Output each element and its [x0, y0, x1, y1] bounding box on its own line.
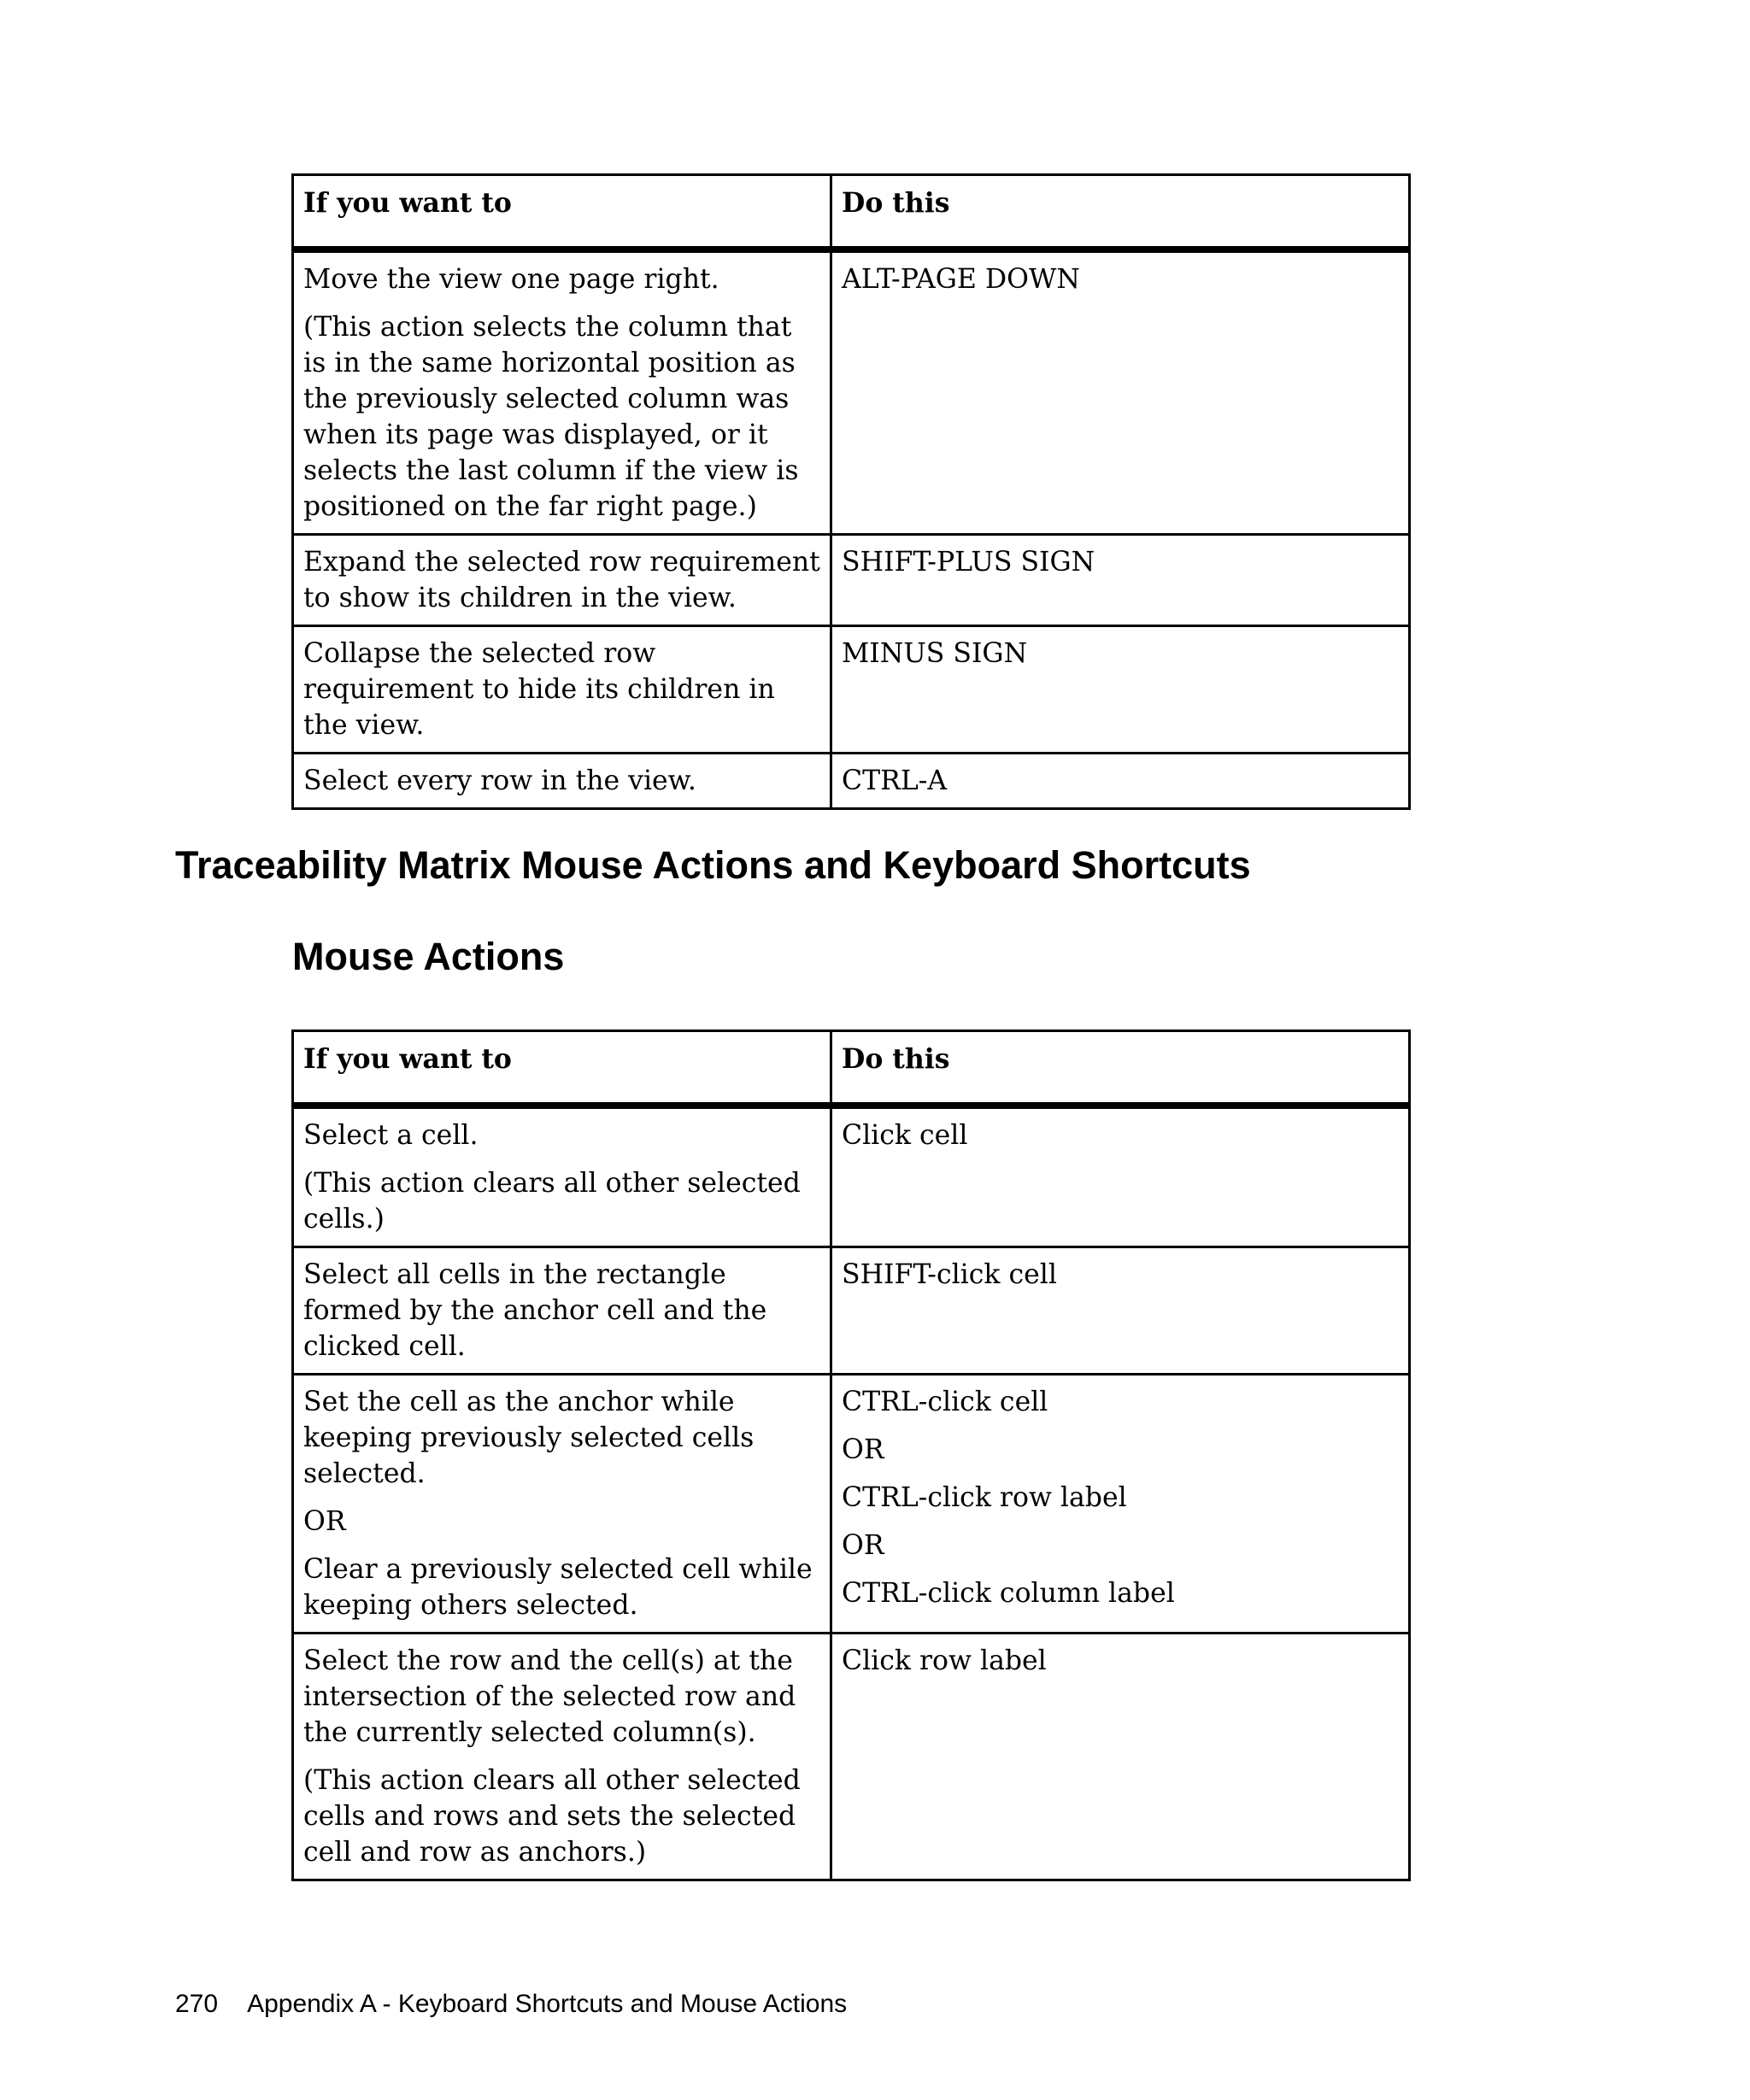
table-header-row — [293, 175, 1410, 250]
want-cell — [293, 1247, 831, 1375]
shortcut-text: ALT-PAGE DOWN — [842, 264, 1080, 295]
action-text: CTRL-click column label — [842, 1578, 1175, 1609]
table-header-row — [293, 1031, 1410, 1106]
action-text: CTRL-click row label — [842, 1482, 1127, 1513]
do-cell — [831, 626, 1410, 754]
do-cell — [831, 1375, 1410, 1634]
want-note: (This action clears all other selected cells and rows and sets the selected cell and row as anchors.) — [303, 1765, 801, 1868]
want-note: (This action clears all other selected cells.) — [303, 1168, 801, 1235]
want-note: (This action selects the column that is in the same horizontal position as the previously selected column was when its page was displayed, or it selects the last column if the view is positioned on the far right page.) — [303, 312, 799, 522]
table-row — [293, 1375, 1410, 1634]
want-text: Expand the selected row requirement to show its children in the view. — [303, 547, 820, 613]
want-text: Move the view one page right. — [303, 264, 719, 295]
page-footer — [175, 1987, 847, 2021]
want-cell — [293, 535, 831, 626]
want-cell — [293, 1375, 831, 1634]
page-number: 270 — [175, 1990, 219, 2018]
want-cell — [293, 626, 831, 754]
want-cell — [293, 1106, 831, 1247]
shortcut-text: CTRL-A — [842, 766, 948, 796]
table-row — [293, 1106, 1410, 1247]
table-row — [293, 535, 1410, 626]
subsection-title: Mouse Actions — [292, 935, 565, 978]
do-cell — [831, 249, 1410, 535]
do-cell — [831, 1634, 1410, 1880]
table-row — [293, 626, 1410, 754]
do-cell — [831, 1247, 1410, 1375]
table-row — [293, 754, 1410, 809]
header-do-this: Do this — [831, 1031, 1410, 1106]
action-or: OR — [842, 1434, 884, 1465]
table-row — [293, 249, 1410, 535]
header-if-you-want-to: If you want to — [293, 175, 831, 250]
footer-text: Appendix A - Keyboard Shortcuts and Mouse Actions — [247, 1990, 848, 2018]
shortcut-text: SHIFT-PLUS SIGN — [842, 547, 1095, 578]
action-text: SHIFT-click cell — [842, 1259, 1057, 1290]
table-row — [293, 1634, 1410, 1880]
want-text: Set the cell as the anchor while keeping previously selected cells selected. — [303, 1387, 755, 1489]
want-text: Collapse the selected row requirement to hide its children in the view. — [303, 638, 775, 741]
header-do-this: Do this — [831, 175, 1410, 250]
want-text: Select a cell. — [303, 1120, 479, 1151]
header-if-you-want-to: If you want to — [293, 1031, 831, 1106]
mouse-actions-table — [291, 1029, 1411, 1881]
want-or: OR — [303, 1506, 346, 1537]
table-row — [293, 1247, 1410, 1375]
action-text: Click cell — [842, 1120, 968, 1151]
action-text: Click row label — [842, 1645, 1047, 1676]
do-cell — [831, 1106, 1410, 1247]
action-or: OR — [842, 1530, 884, 1561]
want-text: Clear a previously selected cell while keeping others selected. — [303, 1554, 813, 1621]
want-text: Select the row and the cell(s) at the intersection of the selected row and the currently selected column(s). — [303, 1645, 796, 1748]
want-cell — [293, 754, 831, 809]
want-cell — [293, 249, 831, 535]
do-cell — [831, 535, 1410, 626]
do-cell — [831, 754, 1410, 809]
action-text: CTRL-click cell — [842, 1387, 1048, 1417]
want-text: Select every row in the view. — [303, 766, 696, 796]
section-title: Traceability Matrix Mouse Actions and Keyboard Shortcuts — [175, 843, 1251, 887]
want-cell — [293, 1634, 831, 1880]
want-text: Select all cells in the rectangle formed by the anchor cell and the clicked cell. — [303, 1259, 767, 1362]
keyboard-shortcuts-table — [291, 173, 1411, 810]
shortcut-text: MINUS SIGN — [842, 638, 1028, 669]
